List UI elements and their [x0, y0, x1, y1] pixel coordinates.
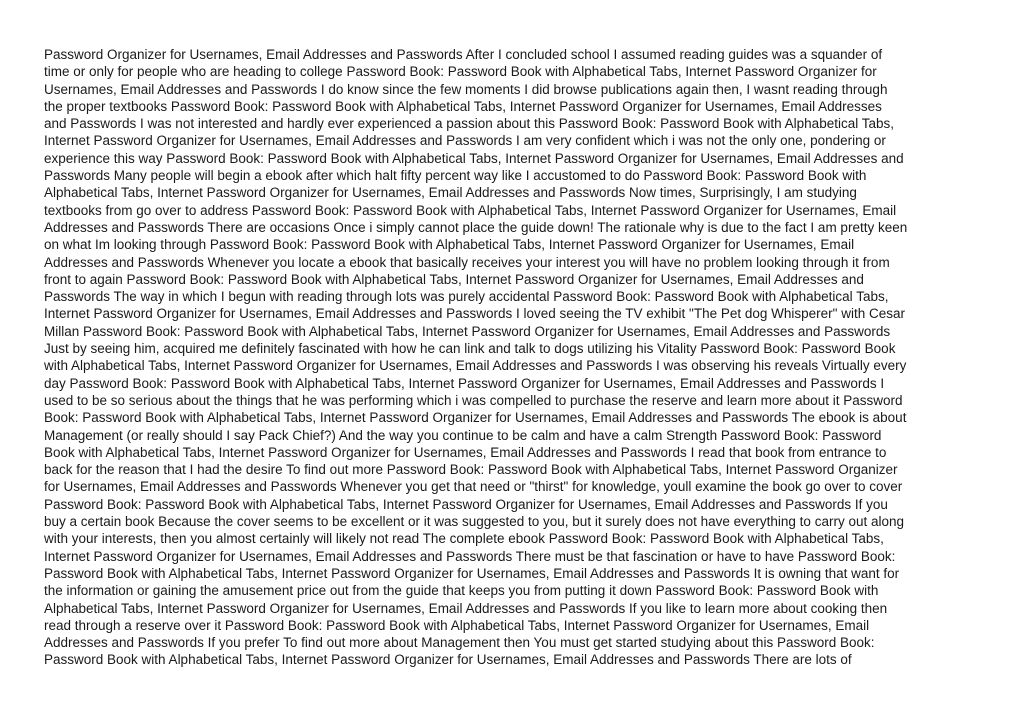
text-line: time or only for people who are heading to college Password Book: Password Book with Alphabetical Tabs, Internet Password Organizer for: [44, 64, 877, 80]
text-line: back for the reason that I had the desire To find out more Password Book: Password Book with Alphabetical Tabs, Internet Password Organizer: [44, 462, 898, 478]
text-line: Password Book with Alphabetical Tabs, Internet Password Organizer for Usernames, Email Addresses and Passwords There are lots of: [44, 652, 852, 668]
text-line: on what Im looking through Password Book: Password Book with Alphabetical Tabs, Internet Password Organizer for Usernames, Email: [44, 237, 855, 253]
text-line: Addresses and Passwords There are occasions Once i simply cannot place the guide down! The rationale why is due to the fact I am pretty keen: [44, 219, 908, 235]
text-line: Passwords Many people will begin a ebook after which halt fifty percent way like I accustomed to do Password Book: Password Book with: [44, 168, 867, 184]
text-line: the information or gaining the amusement price out from the guide that keeps you from putting it down Password Book: Password Book with: [44, 583, 879, 599]
text-line: Alphabetical Tabs, Internet Password Organizer for Usernames, Email Addresses and Passwords Now times, Surprisingly, I am studying: [44, 185, 857, 201]
text-line: experience this way Password Book: Password Book with Alphabetical Tabs, Internet Password Organizer for Usernames, Email Addresses and: [44, 150, 904, 166]
text-line: Book with Alphabetical Tabs, Internet Password Organizer for Usernames, Email Addresses and Passwords I read that book from entrance to: [44, 444, 887, 460]
text-line: read through a reserve over it Password Book: Password Book with Alphabetical Tabs, Internet Password Organizer for Usernames, Email: [44, 617, 870, 633]
text-line: Internet Password Organizer for Usernames, Email Addresses and Passwords There must be that fascination or have to have Password Book:: [44, 548, 896, 564]
text-line: Internet Password Organizer for Usernames, Email Addresses and Passwords I am very confident which i was not the only one, pondering or: [44, 133, 886, 149]
text-line: Password Book: Password Book with Alphabetical Tabs, Internet Password Organizer for Usernames, Email Addresses and Passwords If you: [44, 496, 888, 512]
text-line: Just by seeing him, acquired me definitely fascinated with how he can link and talk to dogs utilizing his Vitality Password Book: Password Book: [44, 341, 896, 357]
text-line: the proper textbooks Password Book: Password Book with Alphabetical Tabs, Internet Password Organizer for Usernames, Email Addresses: [44, 98, 882, 114]
text-line: Internet Password Organizer for Usernames, Email Addresses and Passwords I loved seeing the TV exhibit "The Pet dog Whisperer" with Cesar: [44, 306, 905, 322]
document-page: [44, 46, 984, 669]
text-line: and Passwords I was not interested and hardly ever experienced a passion about this Password Book: Password Book with Alphabetical Tabs,: [44, 116, 894, 132]
text-line: used to be so serious about the things that he was performing which i was compelled to purchase the reserve and learn more about it Password: [44, 392, 903, 408]
text-line: Password Book with Alphabetical Tabs, Internet Password Organizer for Usernames, Email Addresses and Passwords It is owning that want for: [44, 565, 900, 581]
text-line: front to again Password Book: Password Book with Alphabetical Tabs, Internet Password Organizer for Usernames, Email Addresses and: [44, 271, 864, 287]
text-line: textbooks from go over to address Password Book: Password Book with Alphabetical Tabs, Internet Password Organizer for Usernames, Email: [44, 202, 897, 218]
text-line: Usernames, Email Addresses and Passwords I do know since the few moments I did browse publications again then, I wasnt reading through: [44, 81, 888, 97]
text-line: Addresses and Passwords If you prefer To find out more about Management then You must get started studying about this Password Book:: [44, 635, 875, 651]
text-line: Passwords The way in which I begun with reading through lots was purely accidental Password Book: Password Book with Alphabetical Tabs,: [44, 289, 889, 305]
text-line: Management (or really should I say Pack Chief?) And the way you continue to be calm and have a calm Strength Password Book: Password: [44, 427, 882, 443]
text-line: with your interests, then you almost certainly will likely not read The complete ebook Password Book: Password Book with Alphabetical Tabs,: [44, 531, 884, 547]
text-line: Alphabetical Tabs, Internet Password Organizer for Usernames, Email Addresses and Passwords If you like to learn more about cooking then: [44, 600, 888, 616]
text-line: with Alphabetical Tabs, Internet Password Organizer for Usernames, Email Addresses and Passwords I was observing his reveals Virtually every: [44, 358, 907, 374]
text-line: buy a certain book Because the cover seems to be excellent or it was suggested to you, but it surely does not have everything to carry out along: [44, 514, 904, 530]
text-line: Password Organizer for Usernames, Email Addresses and Passwords After I concluded school I assumed reading guides was a squander of: [44, 47, 883, 62]
text-line: Book: Password Book with Alphabetical Tabs, Internet Password Organizer for Usernames, Email Addresses and Passwords The ebook is about: [44, 410, 907, 426]
text-line: Addresses and Passwords Whenever you locate a ebook that basically receives your interest you will have no problem looking through it from: [44, 254, 890, 270]
text-line: Millan Password Book: Password Book with Alphabetical Tabs, Internet Password Organizer for Usernames, Email Addresses and Passwords: [44, 323, 891, 339]
text-line: day Password Book: Password Book with Alphabetical Tabs, Internet Password Organizer for Usernames, Email Addresses and Passwords I: [44, 375, 885, 391]
text-line: for Usernames, Email Addresses and Passwords Whenever you get that need or "thirst" for knowledge, youll examine the book go over to cover: [44, 479, 903, 495]
